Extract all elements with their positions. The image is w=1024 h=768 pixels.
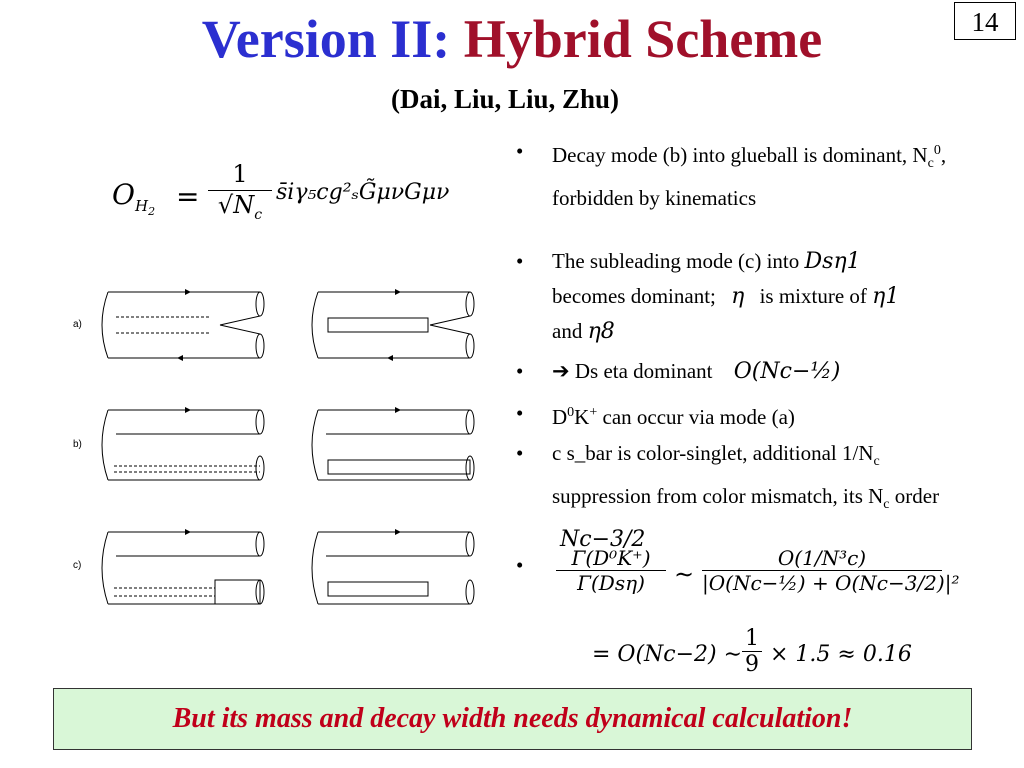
operator-lhs-subsub: 2 xyxy=(148,204,156,218)
operator-frac-den: N xyxy=(233,191,255,219)
ratio-sim: ∼ xyxy=(674,560,695,588)
ratio-line2: = O(Nc−2) ∼ xyxy=(592,642,743,667)
diagram-a-left xyxy=(102,292,264,358)
ratio-formula xyxy=(556,546,960,677)
ratio-lhs-den: Γ(Dsη) xyxy=(556,570,666,595)
ratio-rhs-num: O(1/N³c) xyxy=(777,546,867,570)
diagram-label-b: b) xyxy=(73,439,82,450)
diagram-label-c: c) xyxy=(73,560,82,571)
page-number: 14 xyxy=(954,2,1016,40)
operator-formula: $O_{H_2}$ = 1 $√N_c$ s̄iγ₅cg²ₛG̃μνGμν xyxy=(112,160,450,223)
operator-lhs-sub: H xyxy=(134,196,149,215)
title-scheme: Hybrid Scheme xyxy=(463,9,823,69)
conclusion-text: But its mass and decay width needs dynamical calculation! xyxy=(172,703,853,734)
authors-subtitle: (Dai, Liu, Liu, Zhu) xyxy=(390,84,620,114)
diagram-c-right xyxy=(312,532,474,604)
ratio-lhs-num: Γ(D⁰K⁺) xyxy=(571,546,651,570)
decay-diagrams xyxy=(70,270,480,620)
ratio-frac-den: 9 xyxy=(742,651,762,677)
operator-rhs: s̄iγ₅cg²ₛG̃μνGμν xyxy=(276,180,450,205)
diagram-b-left xyxy=(102,410,264,480)
diagram-b-right xyxy=(312,410,474,480)
diagram-a-right xyxy=(312,292,474,358)
ratio-frac-num: 1 xyxy=(745,626,759,651)
slide-title xyxy=(0,8,1024,70)
operator-frac-num: 1 xyxy=(232,160,248,188)
ratio-tail: × 1.5 ≈ 0.16 xyxy=(770,642,912,667)
ratio-rhs-den: |O(Nc−½) + O(Nc−3/2)|² xyxy=(702,571,960,595)
diagram-c-left xyxy=(102,532,264,604)
diagram-label-a: a) xyxy=(73,319,82,330)
operator-lhs: O xyxy=(112,178,135,211)
title-version: Version II: xyxy=(201,9,451,69)
conclusion-box xyxy=(53,688,972,750)
operator-frac-den-sub: c xyxy=(254,206,263,223)
